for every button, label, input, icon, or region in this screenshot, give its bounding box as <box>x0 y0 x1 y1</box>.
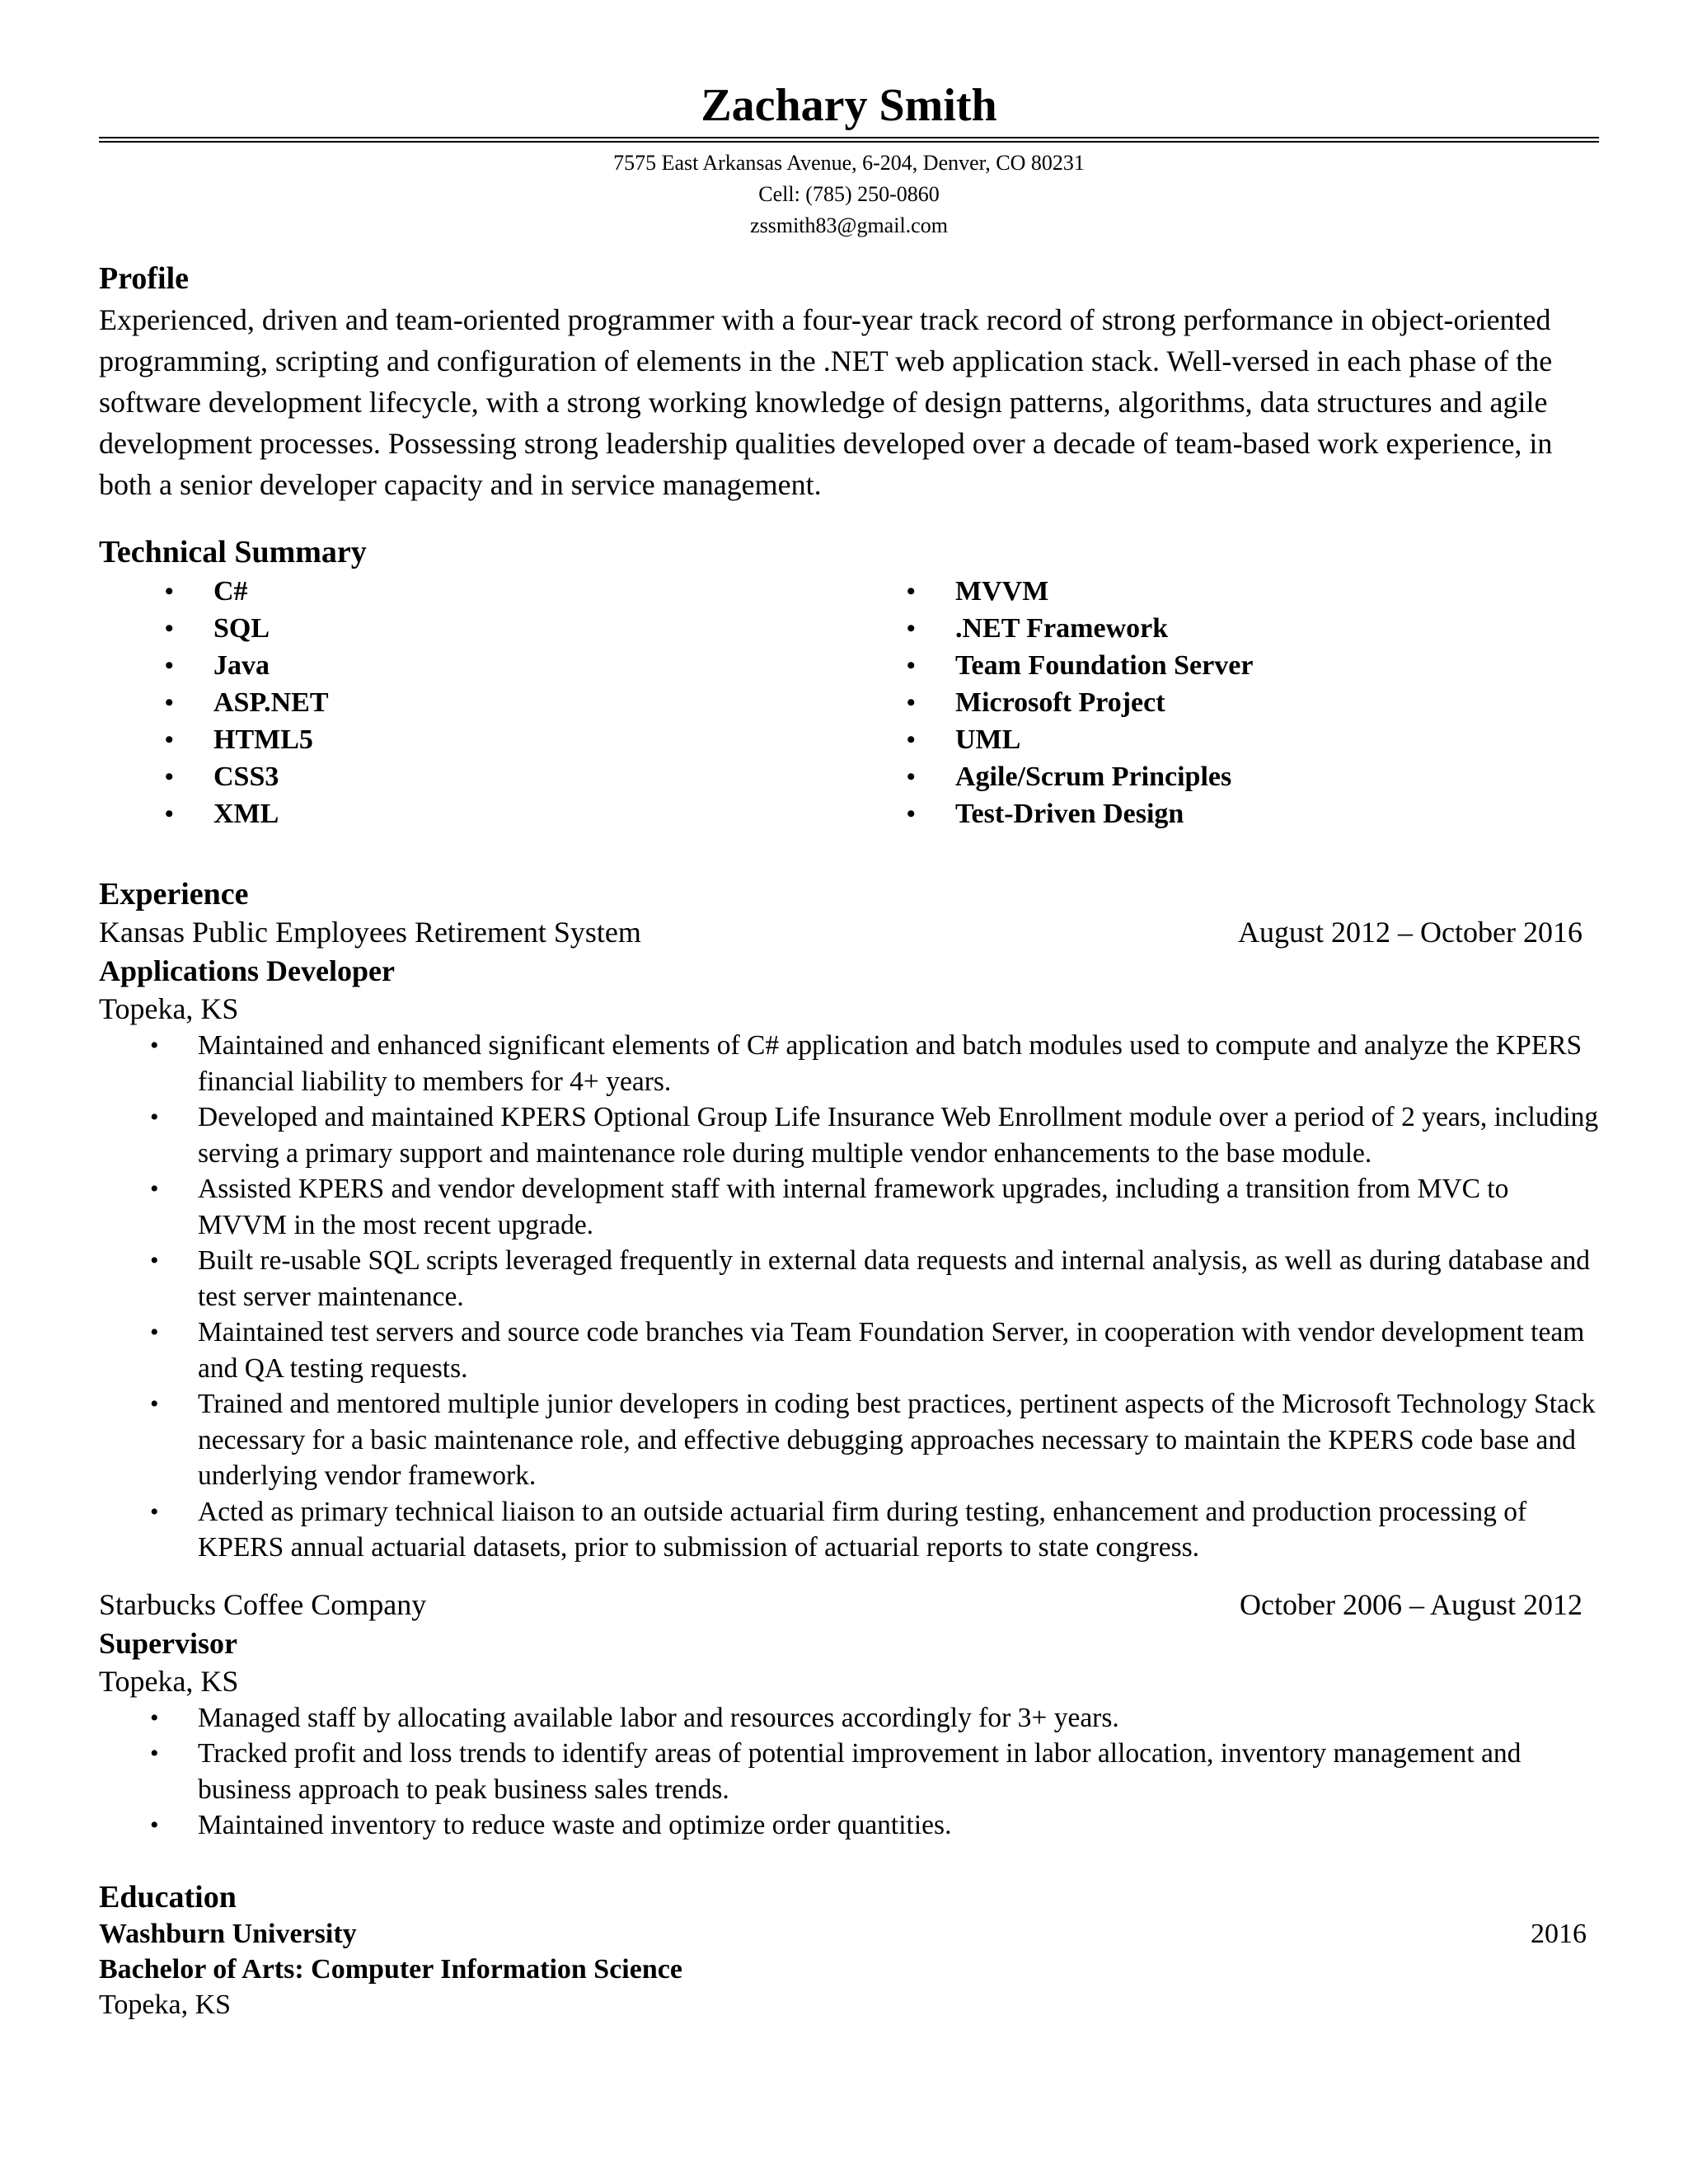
education-heading: Education <box>99 1879 237 1915</box>
skill-item: • Microsoft Project <box>907 684 1253 721</box>
job-entry <box>99 1586 1599 1844</box>
header-rule-top <box>99 137 1599 138</box>
bullet-icon: • <box>150 1704 159 1732</box>
bullet-icon: • <box>150 1175 159 1202</box>
bullet-icon: • <box>907 763 916 790</box>
job-role: Applications Developer <box>99 954 395 987</box>
education-degree: Bachelor of Arts: Computer Information Science <box>99 1953 682 1985</box>
bullet-icon: • <box>907 652 916 679</box>
job-company: Kansas Public Employees Retirement System <box>99 916 641 949</box>
job-header <box>99 913 1582 952</box>
bullet-icon: • <box>150 1104 159 1131</box>
skill-item: • ASP.NET <box>165 684 907 721</box>
bullet-icon: • <box>150 1390 159 1418</box>
job-header <box>99 1586 1582 1624</box>
profile-heading: Profile <box>99 261 190 296</box>
technical-summary-heading: Technical Summary <box>99 535 367 569</box>
job-duties <box>150 1028 1601 1566</box>
bullet-icon: • <box>165 578 174 605</box>
duty-item: • Assisted KPERS and vendor development staff with internal framework upgrades, including a transition from MVC to MVVM in the most recent upgrade. <box>150 1171 1601 1243</box>
bullet-icon: • <box>150 1247 159 1274</box>
education-section <box>99 1878 1599 2022</box>
job-entry <box>99 913 1599 1566</box>
contact-email: zssmith83@gmail.com <box>750 213 948 237</box>
experience-heading: Experience <box>99 877 249 912</box>
skill-item: • .NET Framework <box>907 610 1253 647</box>
header-rule-bottom <box>99 141 1599 143</box>
job-dates: August 2012 – October 2016 <box>1238 916 1582 949</box>
candidate-name: Zachary Smith <box>701 80 997 131</box>
bullet-icon: • <box>165 689 174 716</box>
duty-item: • Developed and maintained KPERS Optional Group Life Insurance Web Enrollment module over a period of 2 years, including serving a primary support and maintenance role during multiple vendor enhancements to the base module. <box>150 1099 1601 1171</box>
bullet-icon: • <box>907 578 916 605</box>
skill-item: • Team Foundation Server <box>907 647 1253 684</box>
bullet-icon: • <box>907 800 916 827</box>
education-school: Washburn University <box>99 1918 357 1949</box>
skill-item: • MVVM <box>907 573 1253 610</box>
duty-item: • Maintained and enhanced significant elements of C# application and batch modules used to compute and analyze the KPERS financial liability to members for 4+ years. <box>150 1028 1601 1099</box>
job-dates: October 2006 – August 2012 <box>1240 1587 1582 1621</box>
bullet-icon: • <box>150 1811 159 1839</box>
technical-summary-columns <box>99 573 1599 832</box>
skill-item: • Agile/Scrum Principles <box>907 758 1253 795</box>
bullet-icon: • <box>165 800 174 827</box>
skill-item: • C# <box>165 573 907 610</box>
profile-section <box>99 260 1599 505</box>
job-duties <box>150 1700 1601 1844</box>
bullet-icon: • <box>165 763 174 790</box>
experience-section <box>99 875 1599 1844</box>
bullet-icon: • <box>165 615 174 642</box>
duty-item: • Maintained test servers and source code branches via Team Foundation Server, in cooperation with vendor development team and QA testing requests. <box>150 1315 1601 1386</box>
education-header-row <box>99 1916 1587 1952</box>
skills-list-left <box>165 573 907 832</box>
job-company: Starbucks Coffee Company <box>99 1587 427 1621</box>
skill-item: • HTML5 <box>165 721 907 758</box>
bullet-icon: • <box>150 1319 159 1346</box>
resume-page <box>99 73 1599 2022</box>
bullet-icon: • <box>907 689 916 716</box>
contact-cell: Cell: (785) 250-0860 <box>758 182 940 206</box>
duty-item: • Managed staff by allocating available labor and resources accordingly for 3+ years. <box>150 1700 1601 1736</box>
skill-item: • XML <box>165 795 907 832</box>
duty-item: • Trained and mentored multiple junior developers in coding best practices, pertinent aspects of the Microsoft Technology Stack necessary for a basic maintenance role, and effective debugging approaches necessary to maintain the KPERS code base and underlying vendor framework. <box>150 1386 1601 1494</box>
skill-item: • Test-Driven Design <box>907 795 1253 832</box>
skill-item: • Java <box>165 647 907 684</box>
profile-text: Experienced, driven and team-oriented programmer with a four-year track record of strong performance in object-oriented programming, scripting and configuration of elements in the .NET web application stack. Well-versed in each phase of the software development lifecycle, with a strong working knowledge of design patterns, algorithms, data structures and agile development processes. Possessing strong leadership qualities developed over a decade of team-based work experience, in both a senior developer capacity and in service management. <box>99 303 1553 501</box>
bullet-icon: • <box>907 726 916 753</box>
bullet-icon: • <box>907 615 916 642</box>
technical-summary-section <box>99 533 1599 832</box>
bullet-icon: • <box>165 726 174 753</box>
job-location: Topeka, KS <box>99 992 239 1025</box>
contact-address: 7575 East Arkansas Avenue, 6-204, Denver, CO 80231 <box>613 151 1085 175</box>
bullet-icon: • <box>150 1497 159 1526</box>
duty-item: • Built re-usable SQL scripts leveraged frequently in external data requests and internal analysis, as well as during database and test server maintenance. <box>150 1243 1601 1315</box>
bullet-icon: • <box>165 652 174 679</box>
skill-item: • CSS3 <box>165 758 907 795</box>
bullet-icon: • <box>150 1740 159 1767</box>
bullet-icon: • <box>150 1032 159 1059</box>
contact-block <box>99 148 1599 241</box>
duty-item: • Tracked profit and loss trends to identify areas of potential improvement in labor allocation, inventory management and business approach to peak business sales trends. <box>150 1736 1601 1807</box>
education-location: Topeka, KS <box>99 1989 232 2020</box>
duty-item: • Maintained inventory to reduce waste and optimize order quantities. <box>150 1807 1601 1844</box>
job-location: Topeka, KS <box>99 1664 239 1698</box>
skill-item: • UML <box>907 721 1253 758</box>
skill-item: • SQL <box>165 610 907 647</box>
skills-list-right <box>907 573 1253 832</box>
education-year: 2016 <box>1531 1918 1587 1949</box>
duty-item: • Acted as primary technical liaison to an outside actuarial firm during testing, enhancement and production processing of KPERS annual actuarial datasets, prior to submission of actuarial reports to state congress. <box>150 1494 1601 1566</box>
job-role: Supervisor <box>99 1626 238 1660</box>
